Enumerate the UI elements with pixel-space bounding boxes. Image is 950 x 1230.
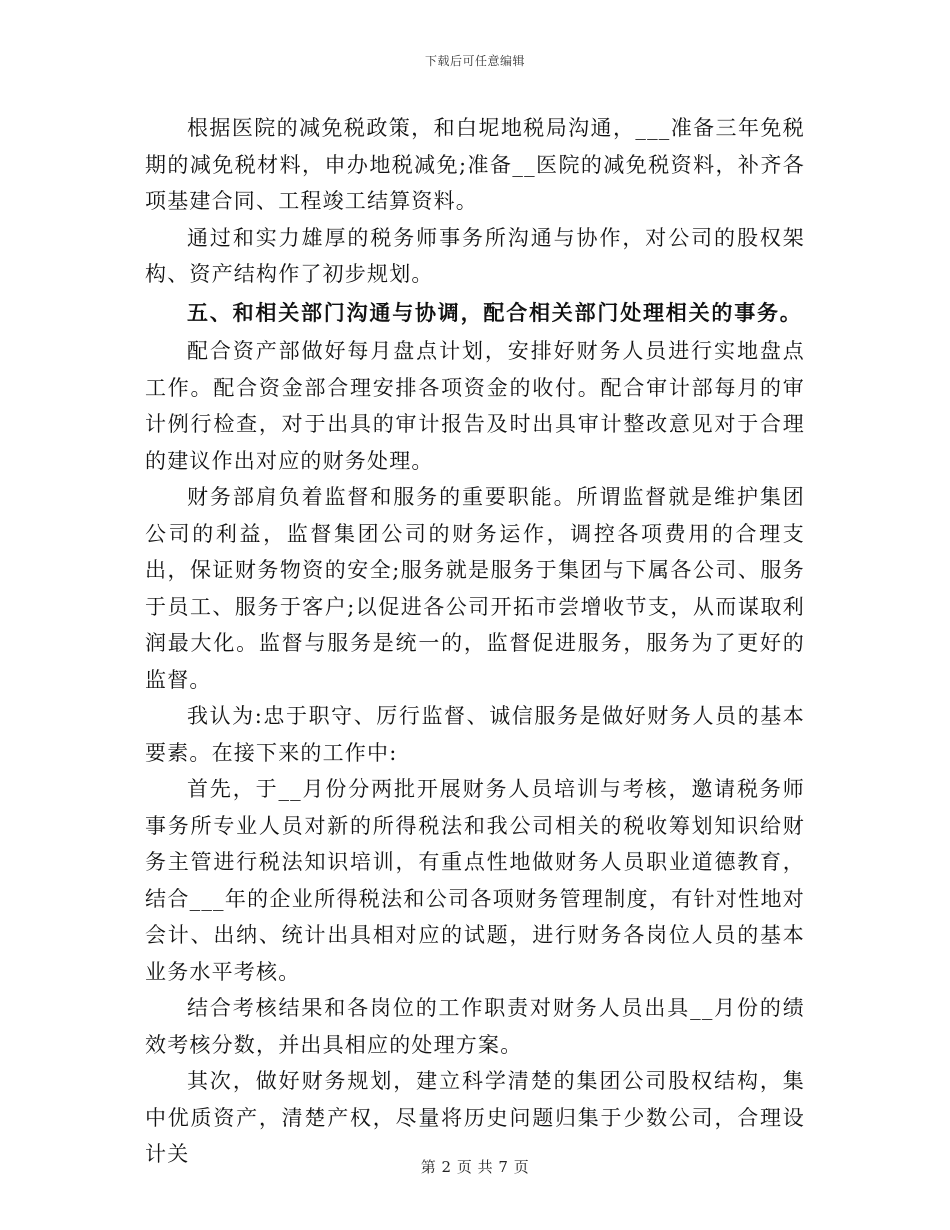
paragraph-tax-exemption: 根据医院的减免税政策，和白坭地税局沟通，___准备三年免税期的减免税材料，申办地税减免;准备__医院的减免税资料，补齐各项基建合同、工程竣工结算资料。 bbox=[145, 116, 805, 213]
paragraph-opinion: 我认为:忠于职守、厉行监督、诚信服务是做好财务人员的基本要素。在接下来的工作中: bbox=[145, 704, 805, 765]
document-body bbox=[145, 110, 805, 1173]
paragraph-training: 首先，于__月份分两批开展财务人员培训与考核，邀请税务师事务所专业人员对新的所得税法和我公司相关的税收筹划知识给财务主管进行税法知识培训，有重点性地做财务人员职业道德教育，结合___年的企业所得税法和公司各项财务管理制度，有针对性地对会计、出纳、统计出具相对应的试题，进行财务各岗位人员的基本业务水平考核。 bbox=[145, 777, 805, 984]
paragraph-supervision-service: 财务部肩负着监督和服务的重要职能。所谓监督就是维护集团公司的利益，监督集团公司的财务运作，调控各项费用的合理支出，保证财务物资的安全;服务就是服务于集团与下属各公司、服务于员工、服务于客户;以促进各公司开拓市尝增收节支，从而谋取利润最大化。监督与服务是统一的，监督促进服务，服务为了更好的监督。 bbox=[145, 485, 805, 692]
section-heading-five: 五、和相关部门沟通与协调，配合相关部门处理相关的事务。 bbox=[187, 300, 803, 325]
paragraph-department-coordination: 配合资产部做好每月盘点计划，安排好财务人员进行实地盘点工作。配合资金部合理安排各项资金的收付。配合审计部每月的审计例行检查，对于出具的审计报告及时出具审计整改意见对于合理的建议作出对应的财务处理。 bbox=[145, 339, 805, 473]
paragraph-tax-advisor: 通过和实力雄厚的税务师事务所沟通与协作，对公司的股权架构、资产结构作了初步规划。 bbox=[145, 225, 805, 286]
page-number: 第 2 页 共 7 页 bbox=[420, 1158, 530, 1176]
paragraph-assessment: 结合考核结果和各岗位的工作职责对财务人员出具__月份的绩效考核分数，并出具相应的处理方案。 bbox=[145, 996, 805, 1057]
page-header-note: 下载后可任意编辑 bbox=[424, 54, 525, 68]
paragraph-financial-planning: 其次，做好财务规划，建立科学清楚的集团公司股权结构，集中优质资产，清楚产权，尽量将历史问题归集于少数公司，合理设计关 bbox=[145, 1069, 805, 1166]
